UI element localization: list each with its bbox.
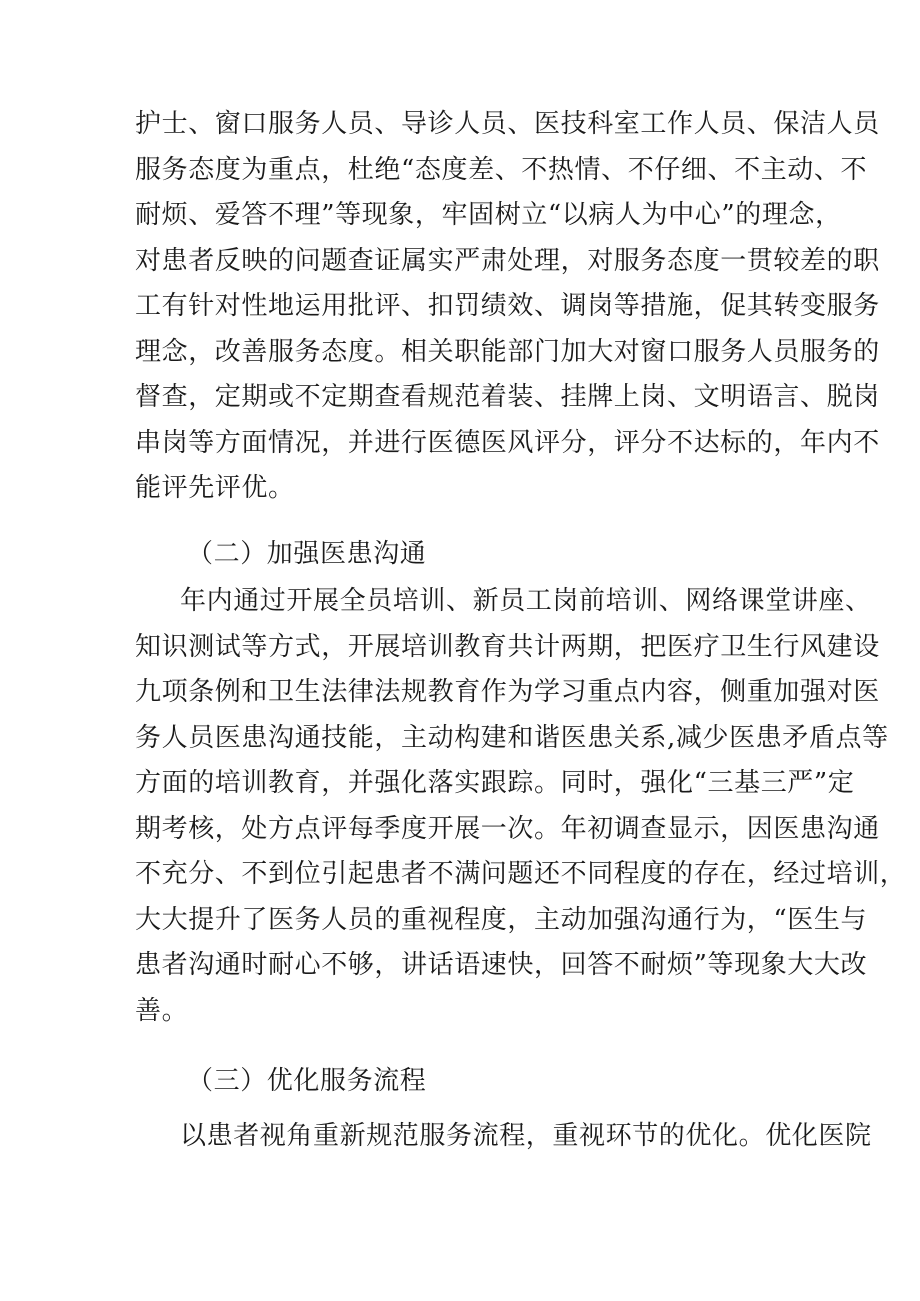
paragraph-1 <box>135 102 880 512</box>
paragraph-line: 善。 <box>135 995 189 1026</box>
paragraph-line: 大大提升了医务人员的重视程度，主动加强沟通行为，“医生与 <box>135 904 868 935</box>
paragraph-line: 督查，定期或不定期查看规范着装、挂牌上岗、文明语言、脱岗 <box>135 382 880 412</box>
paragraph-line: 护士、窗口服务人员、导诊人员、医技科室工作人员、保洁人员 <box>135 109 880 139</box>
paragraph-line: 理念，改善服务态度。相关职能部门加大对窗口服务人员服务的 <box>135 336 880 367</box>
paragraph-2 <box>135 579 907 1034</box>
paragraph-3 <box>135 1114 872 1160</box>
paragraph-line: 耐烦、爱答不理”等现象，牢固树立“以病人为中心”的理念， <box>135 200 842 230</box>
section-heading: （三）优化服务流程 <box>187 1066 427 1096</box>
paragraph-line: 期考核，处方点评每季度开展一次。年初调查显示，因医患沟通 <box>135 813 880 844</box>
paragraph-line: 以患者视角重新规范服务流程，重视环节的优化。优化医院 <box>180 1121 872 1151</box>
paragraph-line: 不充分、不到位引起患者不满问题还不同程度的存在，经过培训， <box>135 859 907 889</box>
paragraph-line: 能评先评优。 <box>135 473 295 503</box>
section-heading: （二）加强医患沟通 <box>187 539 427 569</box>
paragraph-line: 工有针对性地运用批评、扣罚绩效、调岗等措施，促其转变服务 <box>135 291 880 321</box>
paragraph-line: 知识测试等方式，开展培训教育共计两期，把医疗卫生行风建设 <box>135 631 880 662</box>
paragraph-line: 对患者反映的问题查证属实严肃处理，对服务态度一贯较差的职 <box>135 245 880 276</box>
paragraph-line: 方面的培训教育，并强化落实跟踪。同时，强化“三基三严”定 <box>135 768 855 798</box>
paragraph-line: 服务态度为重点，杜绝“态度差、不热情、不仔细、不主动、不 <box>135 154 868 185</box>
paragraph-line: 串岗等方面情况，并进行医德医风评分，评分不达标的，年内不 <box>135 427 880 458</box>
paragraph-line: 务人员医患沟通技能，主动构建和谐医患关系,减少医患矛盾点等 <box>135 722 889 753</box>
paragraph-line: 九项条例和卫生法律法规教育作为学习重点内容，侧重加强对医 <box>135 677 880 707</box>
section-3 <box>135 1059 795 1105</box>
section-2 <box>135 532 795 578</box>
paragraph-line: 年内通过开展全员培训、新员工岗前培训、网络课堂讲座、 <box>180 586 872 616</box>
paragraph-line: 患者沟通时耐心不够，讲话语速快，回答不耐烦”等现象大大改 <box>135 950 868 980</box>
